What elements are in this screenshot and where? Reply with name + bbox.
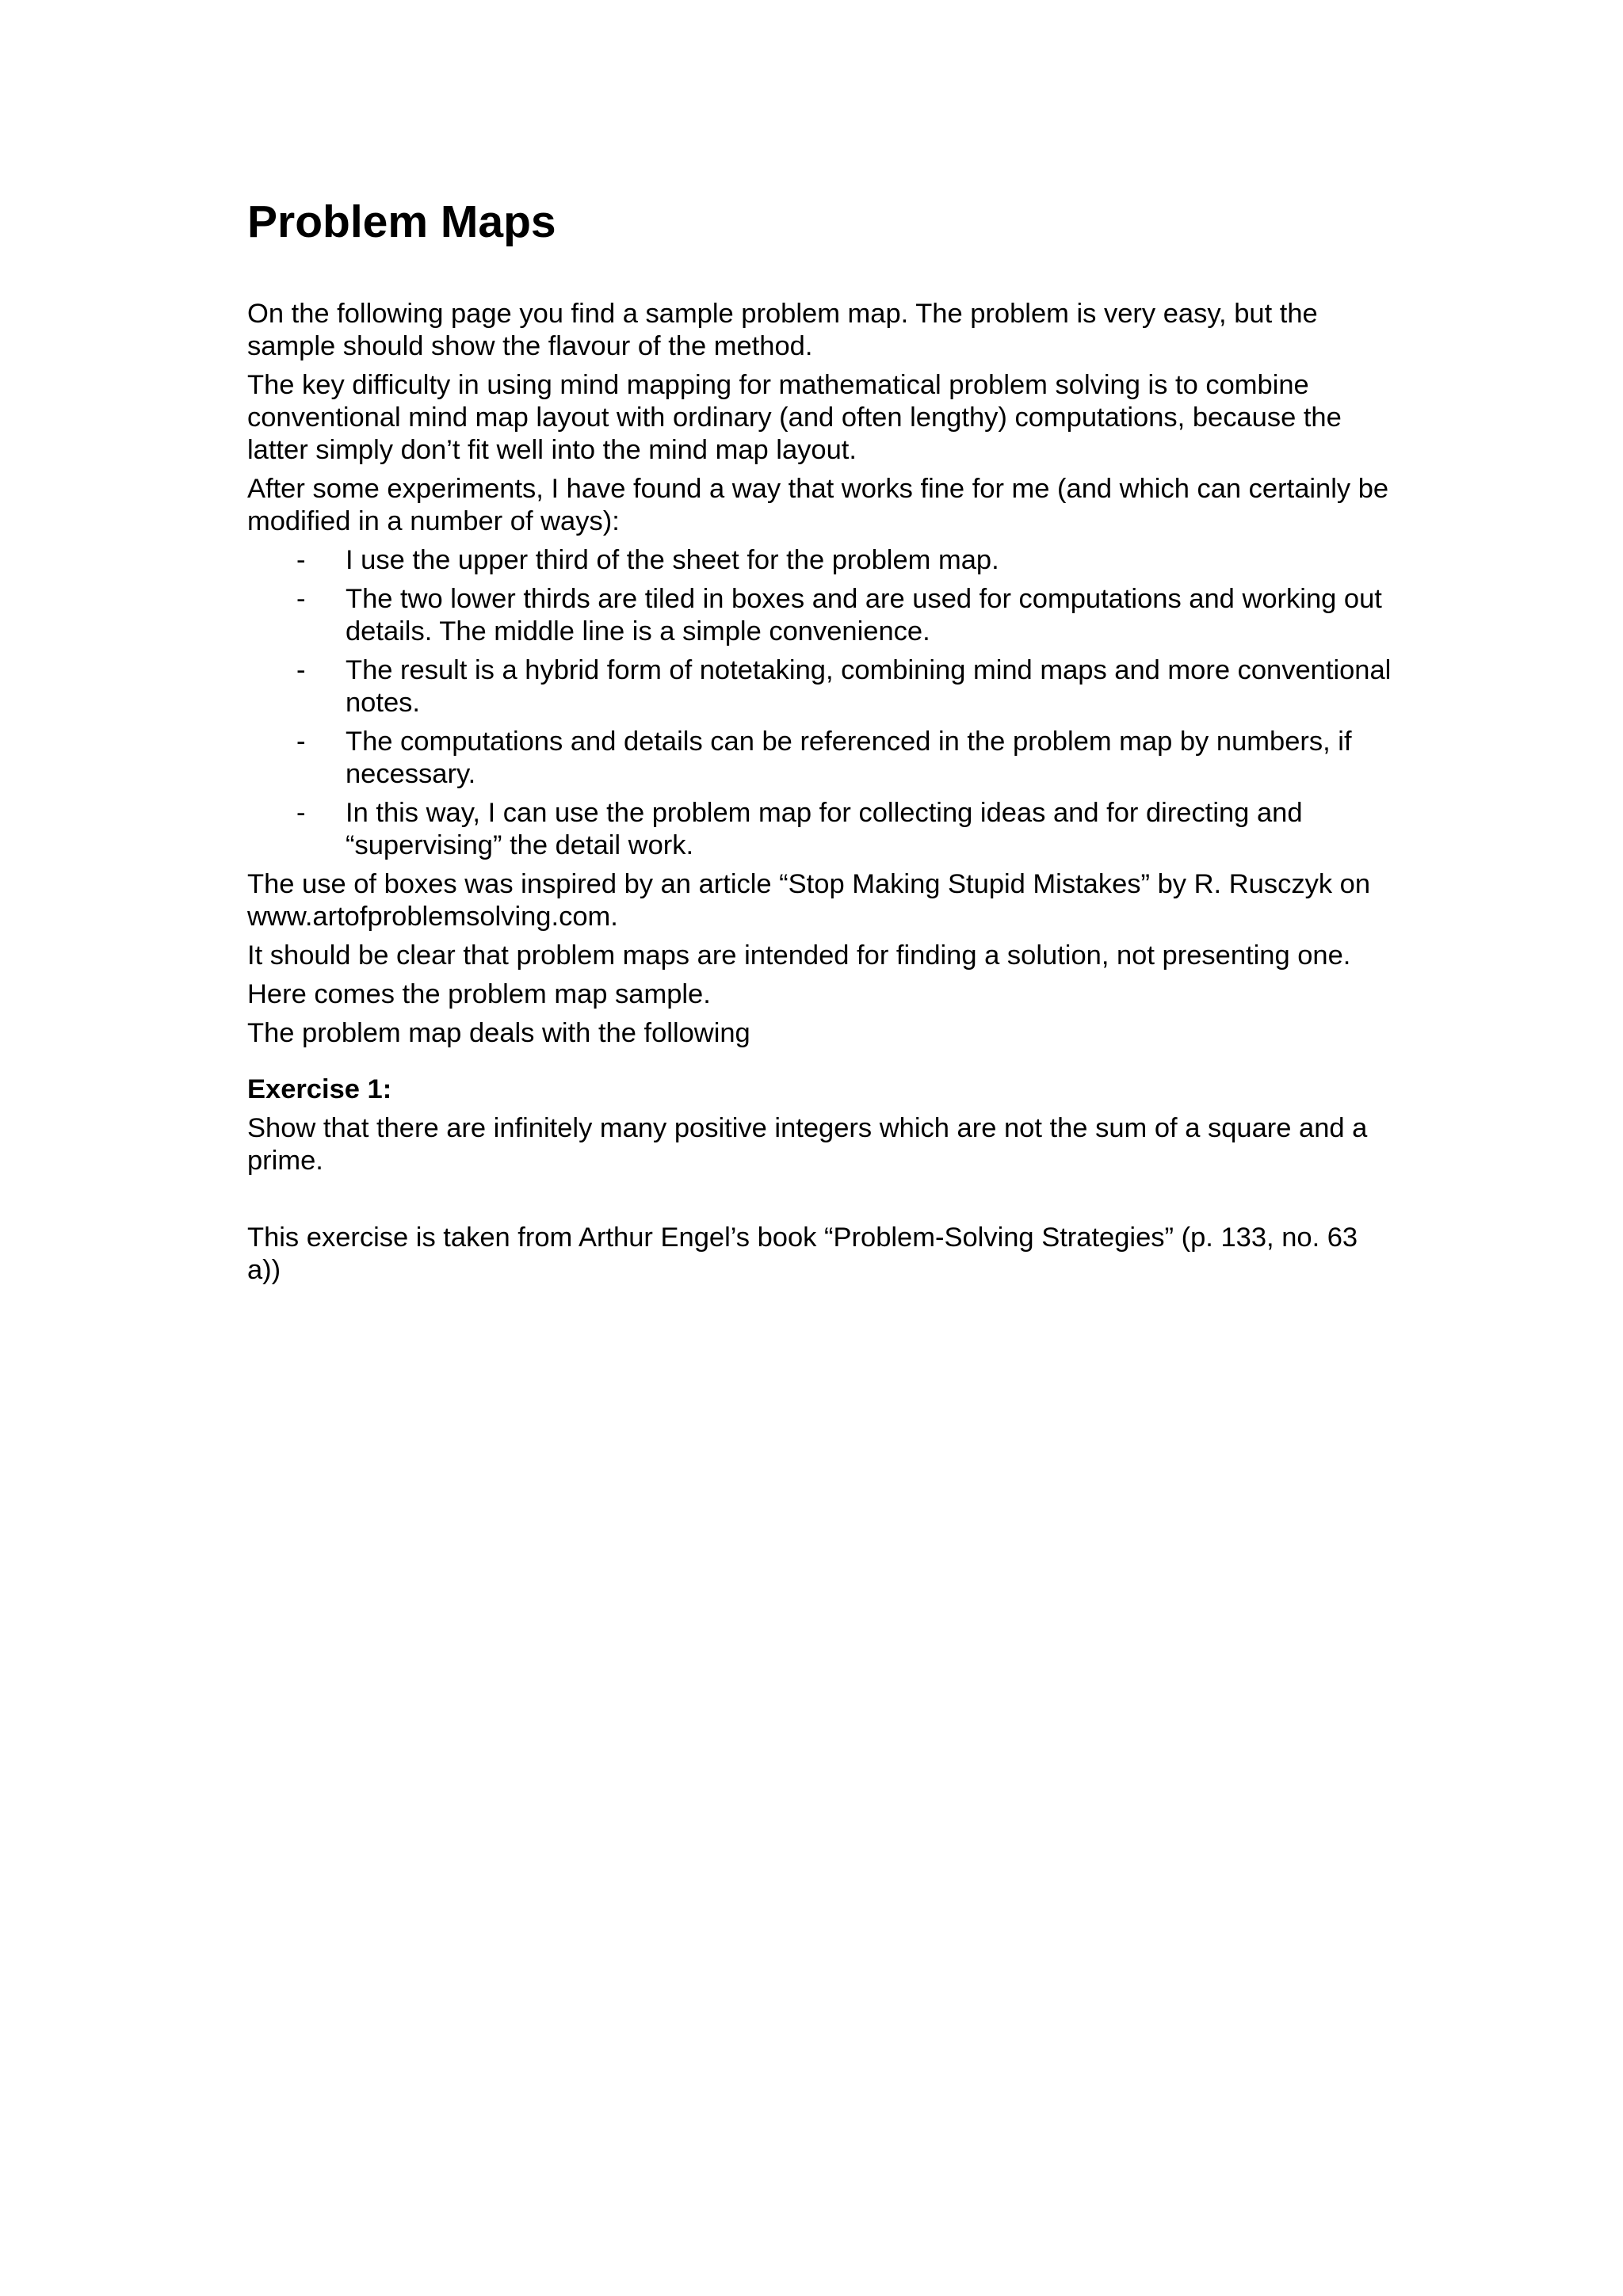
bullet-item bbox=[247, 654, 1396, 719]
paragraph-after-1: The use of boxes was inspired by an article “Stop Making Stupid Mistakes” by R. Rusczyk on www.artofproblemsolving.com. bbox=[247, 869, 1371, 932]
bullet-marker: - bbox=[296, 655, 306, 685]
exercise-title: Exercise 1: bbox=[247, 1074, 392, 1104]
bullet-marker: - bbox=[296, 798, 306, 828]
bullet-marker: - bbox=[296, 584, 306, 614]
bullet-item bbox=[247, 797, 1396, 862]
bullet-item bbox=[247, 726, 1396, 791]
exercise-text: Show that there are infinitely many positive integers which are not the sum of a square and a prime. bbox=[247, 1113, 1368, 1176]
source-note: This exercise is taken from Arthur Engel’s book “Problem-Solving Strategies” (p. 133, no. 63 a)) bbox=[247, 1222, 1358, 1285]
bullet-text: I use the upper third of the sheet for the problem map. bbox=[346, 545, 999, 575]
paragraph-after-2: It should be clear that problem maps are intended for finding a solution, not presenting one. bbox=[247, 940, 1351, 971]
bullet-marker: - bbox=[296, 727, 306, 757]
paragraph-intro-1: On the following page you find a sample problem map. The problem is very easy, but the sample should show the flavour of the method. bbox=[247, 299, 1318, 361]
bullet-item bbox=[247, 583, 1396, 648]
paragraph-after-4: The problem map deals with the following bbox=[247, 1018, 750, 1048]
bullet-text: The result is a hybrid form of notetaking, combining mind maps and more conventional notes. bbox=[346, 655, 1392, 718]
paragraph-intro-3: After some experiments, I have found a way that works fine for me (and which can certainly be modified in a number of ways): bbox=[247, 474, 1389, 536]
bullet-item bbox=[247, 544, 1396, 577]
document-body bbox=[247, 298, 1396, 1287]
bullet-text: The two lower thirds are tiled in boxes and are used for computations and working out details. The middle line is a simple convenience. bbox=[346, 584, 1382, 646]
bullet-marker: - bbox=[296, 545, 306, 575]
document-page bbox=[247, 190, 1396, 1293]
paragraph-intro-2: The key difficulty in using mind mapping for mathematical problem solving is to combine conventional mind map layout with ordinary (and often lengthy) computations, because the latter simply don’t fit well into the mind map layout. bbox=[247, 370, 1342, 465]
page-title: Problem Maps bbox=[247, 196, 556, 247]
paragraph-after-3: Here comes the problem map sample. bbox=[247, 979, 711, 1009]
bullet-text: The computations and details can be referenced in the problem map by numbers, if necessary. bbox=[346, 727, 1352, 789]
bullet-list bbox=[247, 544, 1396, 862]
bullet-text: In this way, I can use the problem map for collecting ideas and for directing and “supervising” the detail work. bbox=[346, 798, 1303, 860]
